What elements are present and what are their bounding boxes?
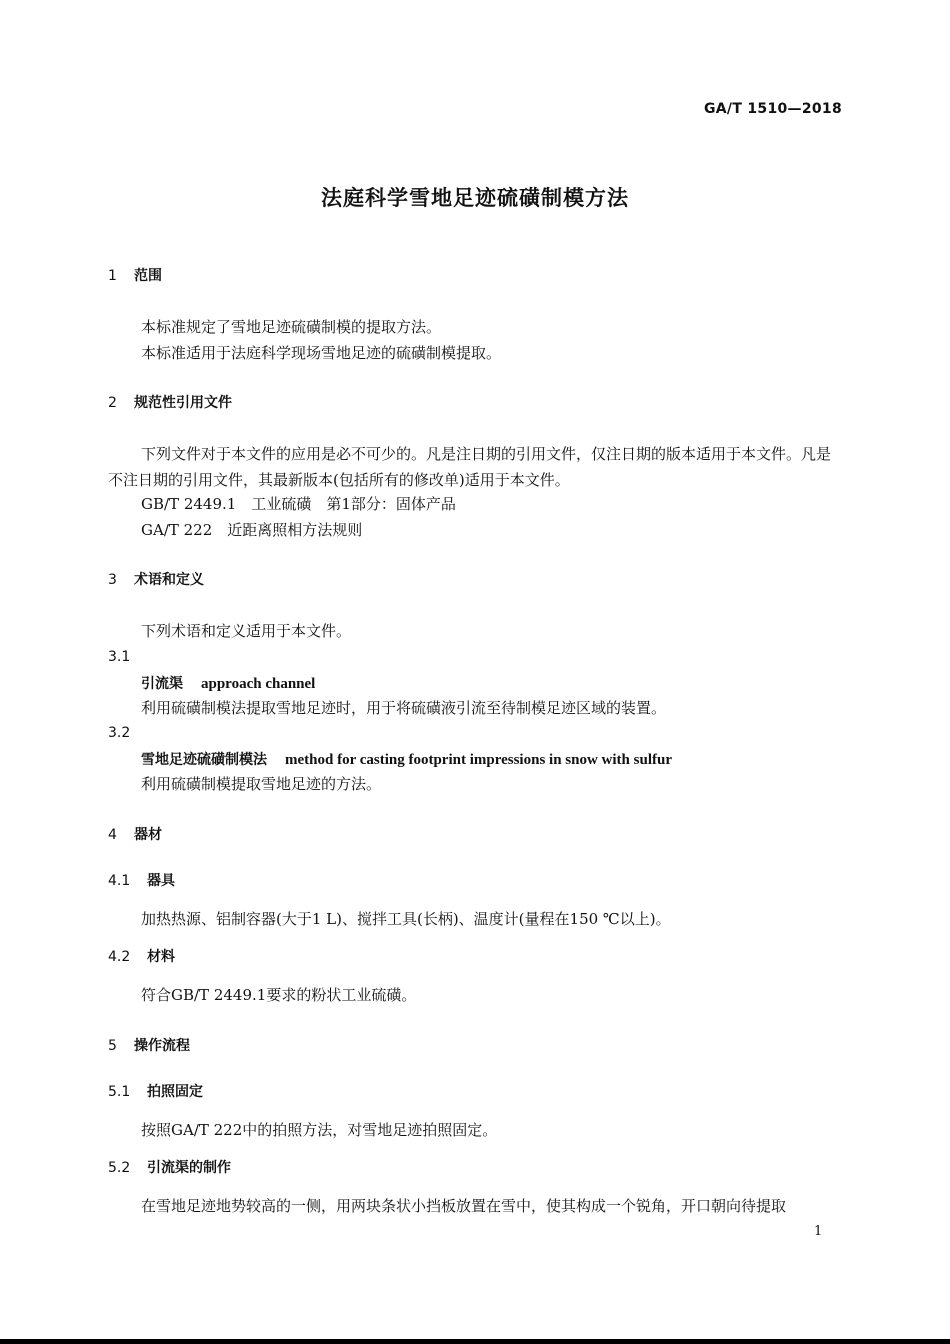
section-number: 1: [108, 268, 117, 284]
term-2-definition: 利用硫磺制模提取雪地足迹的方法。: [141, 775, 382, 793]
bottom-edge-rule: [0, 1339, 950, 1344]
section-title: 术语和定义: [134, 572, 204, 588]
term-1-number: 3.1: [108, 649, 131, 665]
subsection-title: 引流渠的制作: [147, 1160, 231, 1176]
subsection-4-2-heading: [108, 947, 175, 967]
term-zh: 引流渠: [141, 676, 183, 692]
term-1-title: [141, 673, 315, 694]
section-title: 规范性引用文件: [134, 395, 232, 411]
subsection-4-1-heading: [108, 871, 175, 891]
subsection-number: 4.2: [108, 949, 131, 965]
subsection-4-2-text: 符合GB/T 2449.1要求的粉状工业硫磺。: [141, 986, 417, 1004]
section-1-paragraph-1: 本标准规定了雪地足迹硫磺制模的提取方法。: [141, 318, 442, 336]
term-zh: 雪地足迹硫磺制模法: [141, 752, 267, 768]
standard-code: GA/T 1510—2018: [704, 101, 842, 117]
subsection-5-2-heading: [108, 1158, 231, 1178]
subsection-number: 5.1: [108, 1084, 131, 1100]
section-number: 2: [108, 395, 117, 411]
subsection-number: 5.2: [108, 1160, 131, 1176]
section-2-heading: [108, 393, 232, 413]
section-1-heading: [108, 266, 162, 286]
normative-reference-1: GB/T 2449.1 工业硫磺 第1部分：固体产品: [141, 495, 456, 513]
section-3-heading: [108, 570, 204, 590]
document-title: 法庭科学雪地足迹硫磺制模方法: [321, 186, 629, 210]
subsection-5-1-text: 按照GA/T 222中的拍照方法，对雪地足迹拍照固定。: [141, 1121, 498, 1139]
term-2-title: [141, 749, 672, 770]
section-1-paragraph-2: 本标准适用于法庭科学现场雪地足迹的硫磺制模提取。: [141, 344, 502, 362]
page-number: 1: [814, 1224, 823, 1239]
section-5-heading: [108, 1036, 190, 1056]
term-en: approach channel: [201, 676, 316, 692]
subsection-4-1-text: 加热热源、铝制容器(大于1 L)、搅拌工具(长柄)、温度计(量程在150 ℃以上)。: [141, 910, 671, 928]
section-4-heading: [108, 825, 162, 845]
section-title: 器材: [134, 827, 162, 843]
section-3-intro: 下列术语和定义适用于本文件。: [141, 622, 352, 640]
section-number: 5: [108, 1038, 117, 1054]
section-2-paragraph: 下列文件对于本文件的应用是必不可少的。凡是注日期的引用文件，仅注日期的版本适用于本文件。凡是不注日期的引用文件，其最新版本(包括所有的修改单)适用于本文件。: [108, 445, 832, 489]
term-2-number: 3.2: [108, 725, 131, 741]
subsection-5-1-heading: [108, 1082, 203, 1102]
subsection-number: 4.1: [108, 873, 131, 889]
section-title: 操作流程: [134, 1038, 190, 1054]
term-en: method for casting footprint impressions in snow with sulfur: [285, 752, 672, 768]
term-1-definition: 利用硫磺制模法提取雪地足迹时，用于将硫磺液引流至待制模足迹区域的装置。: [141, 699, 667, 717]
section-title: 范围: [134, 268, 162, 284]
section-number: 4: [108, 827, 117, 843]
subsection-title: 拍照固定: [147, 1084, 203, 1100]
normative-reference-2: GA/T 222 近距离照相方法规则: [141, 521, 363, 539]
subsection-5-2-text: 在雪地足迹地势较高的一侧，用两块条状小挡板放置在雪中，使其构成一个锐角，开口朝向待提取: [141, 1197, 787, 1215]
section-number: 3: [108, 572, 117, 588]
subsection-title: 材料: [147, 949, 175, 965]
subsection-title: 器具: [147, 873, 175, 889]
